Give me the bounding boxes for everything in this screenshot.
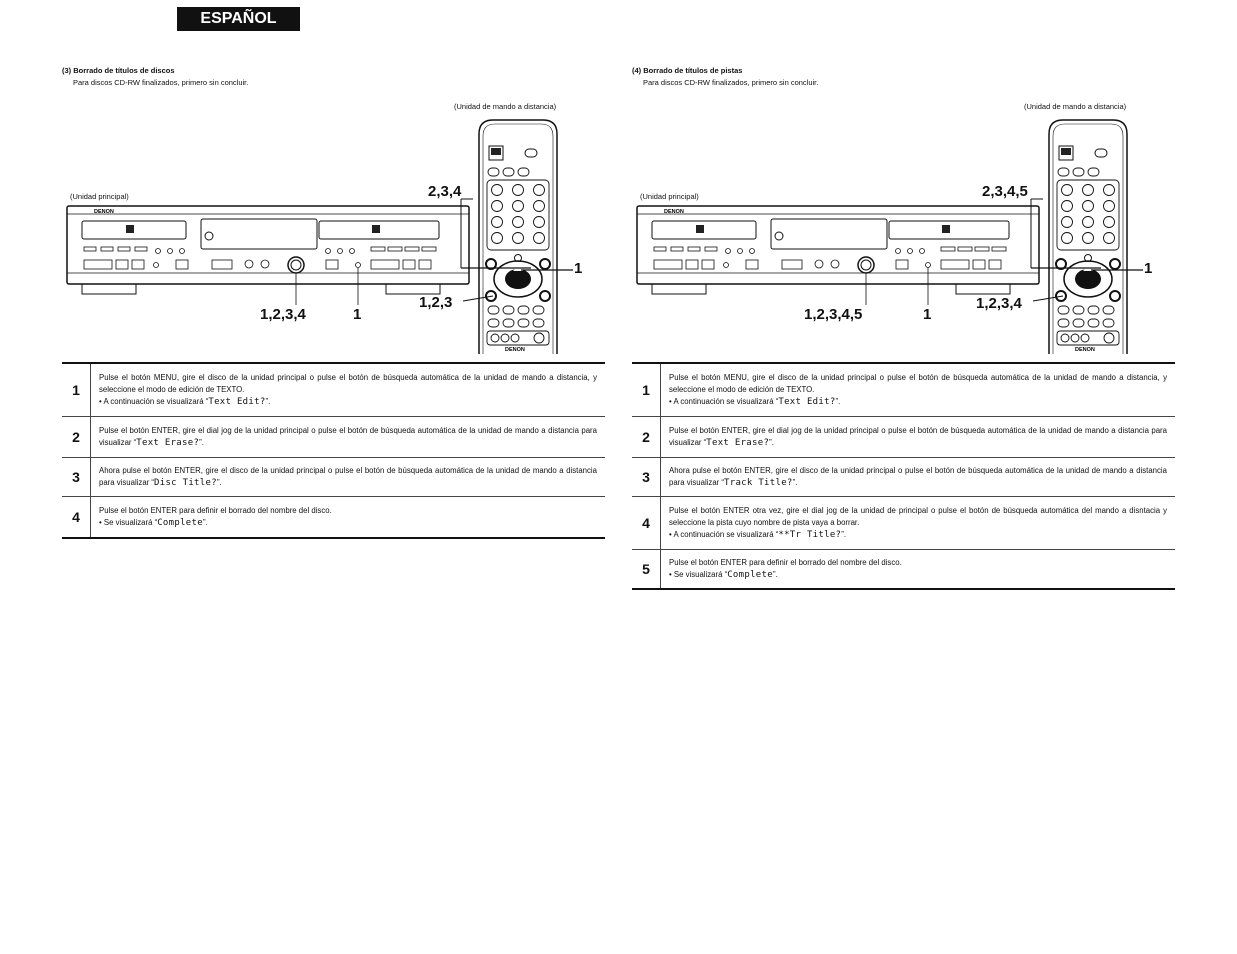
step-number: 3 bbox=[62, 458, 91, 497]
main-unit-label: (Unidad principal) bbox=[640, 192, 699, 201]
callout-remote-top: 2,3,4 bbox=[428, 183, 462, 200]
remote-brand: DENON bbox=[505, 347, 525, 353]
step-text: Pulse el botón ENTER otra vez, gire el dial jog de la unidad de principal o pulse el botón de búsqueda automática del mando a disntacia y seleccione la pista cuyo nombre de pista vaya a borrar. • A continuación se visualizará “**Tr Title?”. bbox=[661, 497, 1176, 550]
display-text: Complete bbox=[727, 569, 773, 580]
step-number: 4 bbox=[62, 497, 91, 539]
step-number: 2 bbox=[62, 417, 91, 458]
remote-label: (Unidad de mando a distancia) bbox=[1024, 102, 1127, 111]
step-text: Ahora pulse el botón ENTER, gire el disco de la unidad principal o pulse el botón de búsqueda automática de la unidad de mando a distancia para visualizar “Disc Title?”. bbox=[91, 458, 606, 497]
display-text: Disc Title? bbox=[154, 477, 217, 488]
step-text: Pulse el botón MENU, gire el disco de la unidad principal o pulse el botón de búsqueda automática de la unidad de mando a distancia, y seleccione el modo de edición de TEXTO. • A continuación se visualizará “Text Edit?”. bbox=[661, 363, 1176, 417]
display-text: Text Erase? bbox=[706, 437, 770, 448]
callout-remote-right: 1 bbox=[574, 260, 583, 277]
main-unit-label: (Unidad principal) bbox=[70, 192, 129, 201]
section-title: (3) Borrado de títulos de discos bbox=[62, 66, 175, 75]
language-tab: ESPAÑOL bbox=[177, 7, 300, 31]
callout-main-button: 1 bbox=[923, 306, 932, 323]
step-number: 1 bbox=[62, 363, 91, 417]
display-text: Text Edit? bbox=[778, 396, 836, 407]
remote-label: (Unidad de mando a distancia) bbox=[454, 102, 557, 111]
step-number: 5 bbox=[632, 550, 661, 590]
step-number: 4 bbox=[632, 497, 661, 550]
callout-main-jog: 1,2,3,4,5 bbox=[804, 306, 863, 323]
step-row bbox=[62, 363, 605, 417]
callout-remote-right: 1 bbox=[1144, 260, 1153, 277]
display-text: Text Erase? bbox=[136, 437, 200, 448]
step-number: 3 bbox=[632, 458, 661, 497]
step-text: Pulse el botón ENTER, gire el dial jog de la unidad principal o pulse el botón de búsqueda automática de la unidad de mando a distancia para visualizar “Text Erase?”. bbox=[661, 417, 1176, 458]
step-text: Pulse el botón ENTER para definir el borrado del nombre del disco. • Se visualizará “Complete”. bbox=[661, 550, 1176, 590]
callout-remote-top: 2,3,4,5 bbox=[982, 183, 1028, 200]
step-row bbox=[632, 417, 1175, 458]
display-text: **Tr Title? bbox=[778, 529, 842, 540]
step-text: Pulse el botón ENTER para definir el borrado del nombre del disco. • Se visualizará “Complete”. bbox=[91, 497, 606, 539]
step-text: Ahora pulse el botón ENTER, gire el disco de la unidad principal o pulse el botón de búsqueda automática de la unidad de mando a distancia para visualizar “Track Title?”. bbox=[661, 458, 1176, 497]
step-text: Pulse el botón ENTER, gire el dial jog de la unidad principal o pulse el botón de búsqueda automática de la unidad de mando a distancia para visualizar “Text Erase?”. bbox=[91, 417, 606, 458]
svg-text:DENON: DENON bbox=[94, 209, 114, 215]
steps-table bbox=[62, 362, 605, 539]
remote-brand: DENON bbox=[1075, 347, 1095, 353]
step-row bbox=[632, 550, 1175, 590]
callout-main-jog: 1,2,3,4 bbox=[260, 306, 306, 323]
remote-illustration bbox=[473, 118, 563, 356]
steps-table bbox=[632, 362, 1175, 590]
main-unit-illustration bbox=[66, 205, 471, 297]
step-row bbox=[632, 497, 1175, 550]
callout-remote-mid: 1,2,3,4 bbox=[976, 295, 1022, 312]
step-number: 2 bbox=[632, 417, 661, 458]
step-text: Pulse el botón MENU, gire el disco de la unidad principal o pulse el botón de búsqueda automática de la unidad de mando a distancia, y seleccione el modo de edición de TEXTO. • A continuación se visualizará “Text Edit?”. bbox=[91, 363, 606, 417]
display-text: Text Edit? bbox=[208, 396, 266, 407]
display-text: Complete bbox=[157, 517, 203, 528]
callout-remote-mid: 1,2,3 bbox=[419, 294, 453, 311]
section-subtitle: Para discos CD-RW finalizados, primero sin concluir. bbox=[643, 78, 819, 87]
main-unit-illustration bbox=[636, 205, 1041, 297]
callout-main-button: 1 bbox=[353, 306, 362, 323]
section-title: (4) Borrado de títulos de pistas bbox=[632, 66, 743, 75]
step-row bbox=[632, 363, 1175, 417]
step-row bbox=[62, 417, 605, 458]
display-text: Track Title? bbox=[724, 477, 793, 488]
step-row bbox=[62, 458, 605, 497]
step-number: 1 bbox=[632, 363, 661, 417]
section-subtitle: Para discos CD-RW finalizados, primero sin concluir. bbox=[73, 78, 249, 87]
step-row bbox=[632, 458, 1175, 497]
svg-text:DENON: DENON bbox=[664, 209, 684, 215]
step-row bbox=[62, 497, 605, 539]
remote-illustration bbox=[1043, 118, 1133, 356]
